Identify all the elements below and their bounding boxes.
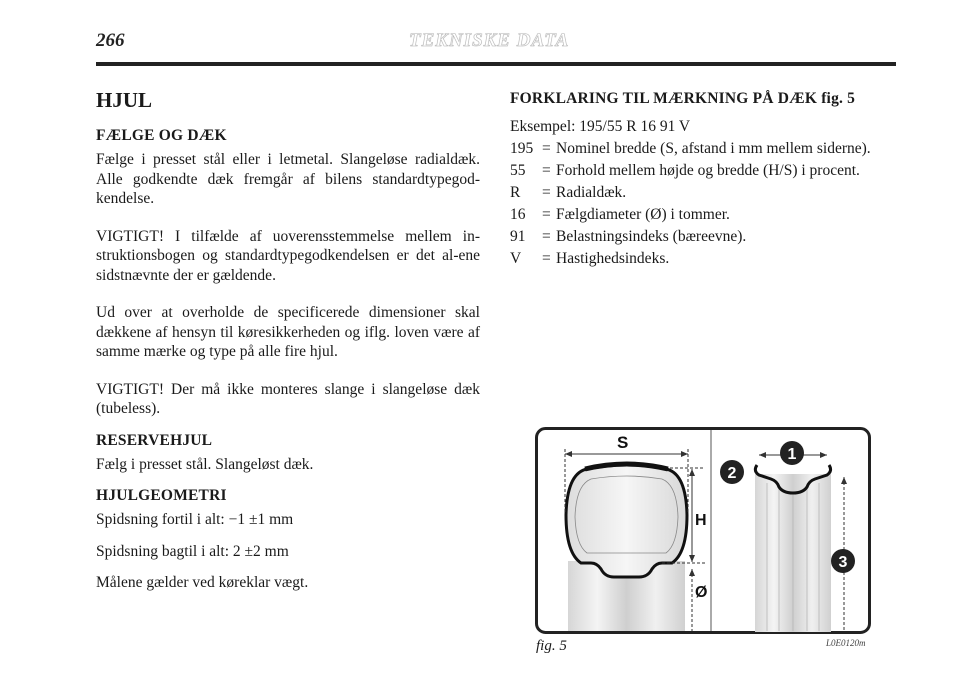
figure-caption: fig. 5: [536, 638, 567, 654]
page-number: 266: [96, 30, 125, 51]
code-value: Forhold mellem højde og bredde (H/S) i procent.: [556, 162, 860, 179]
code-row: [510, 182, 900, 204]
code-equals: =: [542, 250, 551, 267]
code-list: [510, 138, 900, 270]
code-key: 16: [510, 206, 526, 223]
label-h: H: [695, 512, 707, 529]
code-value: Radialdæk.: [556, 184, 627, 201]
heading-hjulgeometri: HJULGEOMETRI: [96, 487, 227, 504]
code-value: Hastighedsindeks.: [556, 250, 670, 267]
code-equals: =: [542, 228, 551, 245]
marker-1-label: 1: [787, 446, 797, 463]
label-diameter: Ø: [695, 584, 708, 601]
code-key: V: [510, 250, 522, 267]
code-key: 195: [510, 140, 534, 157]
code-value: Belastningsindeks (bæreevne).: [556, 228, 747, 245]
code-value: Fælgdiameter (Ø) i tommer.: [556, 206, 730, 223]
marker-2-label: 2: [727, 465, 737, 482]
code-value: Nominel bredde (S, afstand i mm mellem siderne).: [556, 140, 871, 157]
header-rule: [96, 62, 896, 66]
right-column: [510, 90, 900, 270]
weight-note: Målene gælder ved køreklar vægt.: [96, 574, 309, 591]
left-column: [96, 88, 480, 605]
figure-code: L0E0120m: [826, 638, 866, 648]
label-s: S: [617, 433, 629, 452]
section-title: HJUL: [96, 88, 153, 112]
code-equals: =: [542, 206, 551, 223]
tire-section: [566, 465, 687, 577]
code-equals: =: [542, 162, 551, 179]
paragraph-1: Fælge i presset stål eller i letmetal. Slangeløse radialdæk. Alle godkendte dæk fremgår af bilens standardtypegod-kendelse.: [96, 151, 480, 207]
heading-faelge-og-daek: FÆLGE OG DÆK: [96, 127, 227, 144]
toe-front: Spidsning fortil i alt: −1 ±1 mm: [96, 511, 294, 528]
tire-diagram: [535, 427, 871, 634]
running-head: TEKNISKE DATA: [409, 30, 570, 51]
code-key: R: [510, 184, 521, 201]
marker-3-label: 3: [838, 554, 848, 571]
paragraph-2: VIGTIGT! I tilfælde af uoverensstemmelse mellem in-struktionsbogen og standardtypegodkendelsen er det al-ene sidstnævnte der er gældende.: [96, 227, 480, 284]
code-row: [510, 226, 900, 248]
code-equals: =: [542, 184, 551, 201]
paragraph-4: VIGTIGT! Der må ikke monteres slange i slangeløse dæk (tubeless).: [96, 380, 480, 417]
heading-forklaring: FORKLARING TIL MÆRKNING PÅ DÆK fig. 5: [510, 90, 856, 107]
code-key: 91: [510, 228, 526, 245]
heading-reservehjul: RESERVEHJUL: [96, 431, 213, 449]
code-equals: =: [542, 140, 551, 157]
paragraph-3: Ud over at overholde de specificerede dimensioner skal dækkene af hensyn til køresikkerheden og iflg. loven være af samme mærke og type på alle fire hjul.: [96, 304, 480, 360]
example-line: Eksempel: 195/55 R 16 91 V: [510, 118, 691, 135]
tire-figure: [535, 427, 871, 634]
code-row: [510, 204, 900, 226]
code-row: [510, 138, 900, 160]
code-row: [510, 160, 900, 182]
toe-rear: Spidsning bagtil i alt: 2 ±2 mm: [96, 542, 289, 560]
code-key: 55: [510, 162, 526, 179]
code-row: [510, 248, 900, 270]
reservehjul-text: Fælg i presset stål. Slangeløst dæk.: [96, 455, 314, 473]
